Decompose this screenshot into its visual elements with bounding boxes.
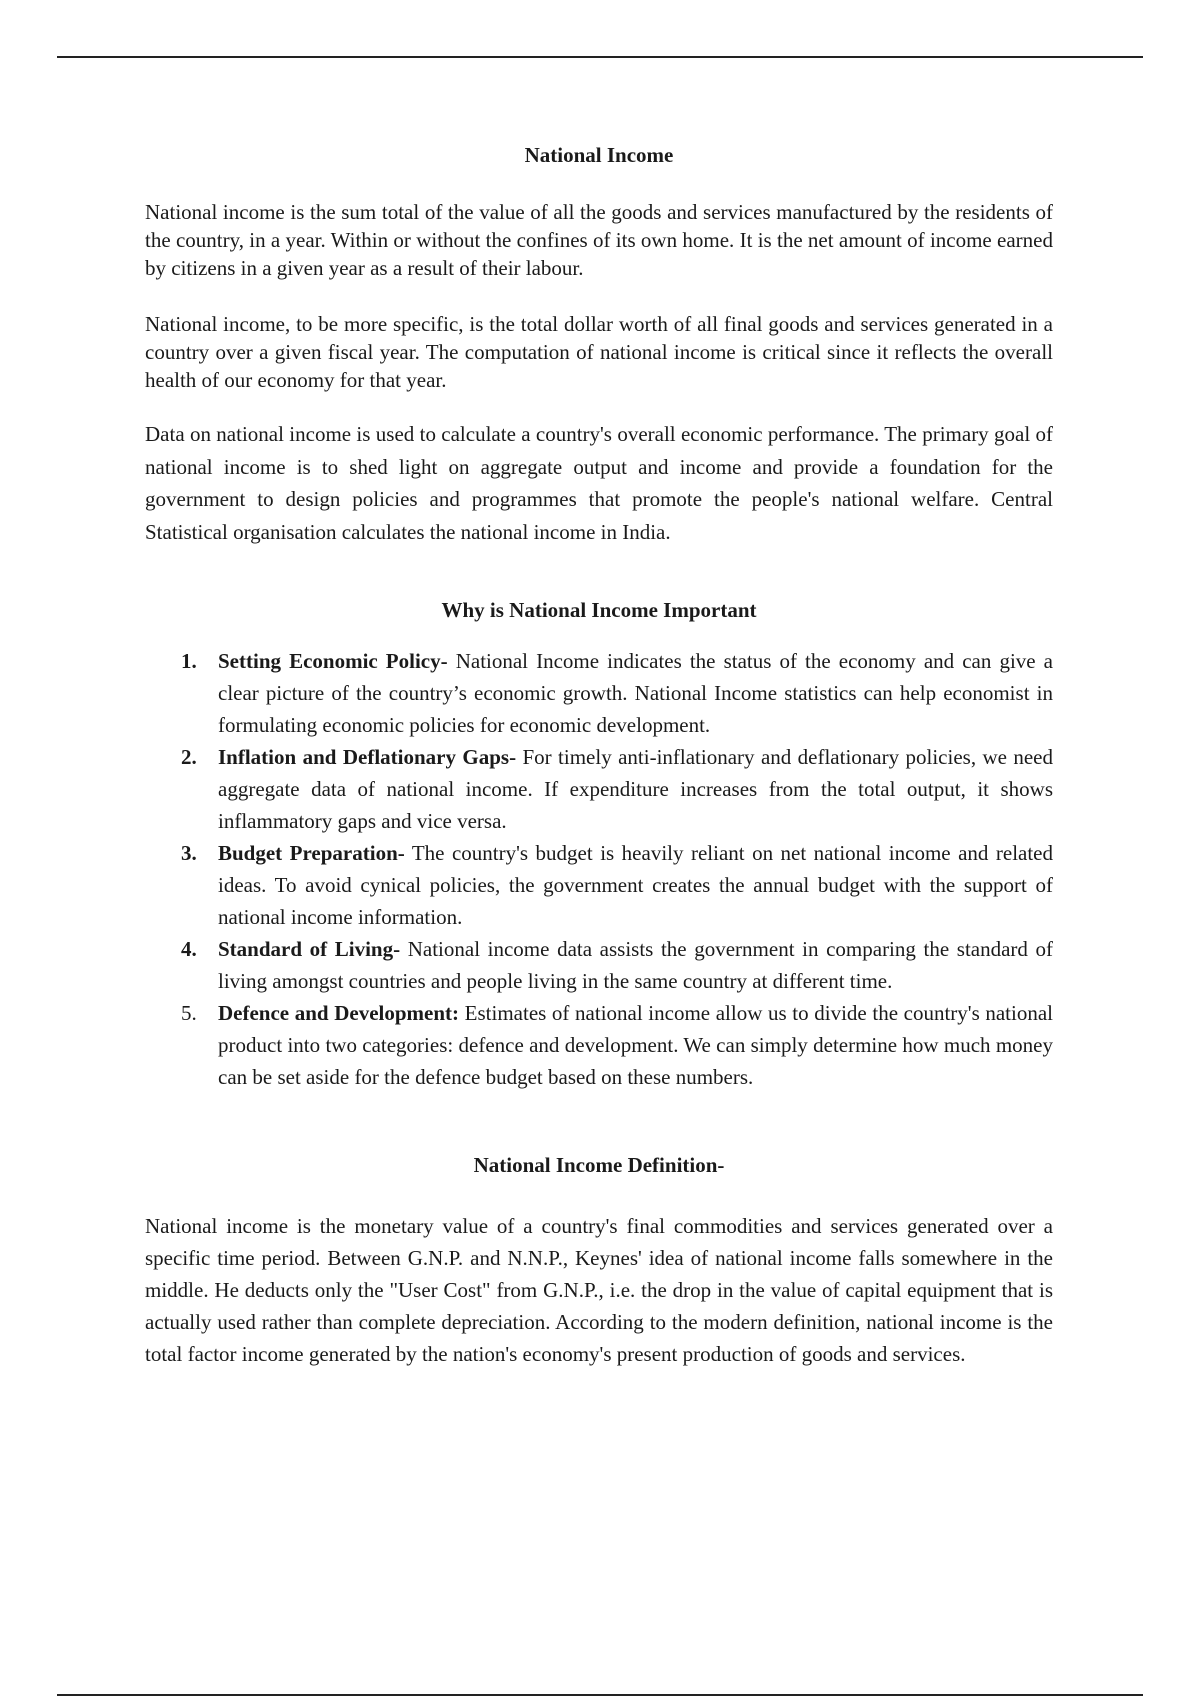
list-item-term: Standard of Living- bbox=[218, 937, 401, 961]
list-item bbox=[145, 837, 1053, 933]
header-rule bbox=[57, 56, 1143, 58]
definition-paragraph: National income is the monetary value of a country's final commodities and services generated over a specific time period. Between G.N.P. and N.N.P., Keynes' idea of national income falls somewhere in the middle. He deducts only the "User Cost" from G.N.P., i.e. the drop in the value of capital equipment that is actually used rather than complete depreciation. According to the modern definition, national income is the total factor income generated by the nation's economy's present production of goods and services. bbox=[145, 1214, 1053, 1366]
list-item bbox=[145, 933, 1053, 997]
list-item bbox=[145, 997, 1053, 1093]
list-item-text: National Income indicates the status of the economy and can give a clear picture of the country’s economic growth. National Income statistics can help economist in formulating economic policies for economic development. bbox=[218, 649, 1053, 737]
list-item-number: 3. bbox=[181, 841, 197, 865]
list-item-term: Defence and Development: bbox=[218, 1001, 460, 1025]
intro-paragraph-3: Data on national income is used to calculate a country's overall economic performance. The primary goal of national income is to shed light on aggregate output and income and provide a foundation for the government to design policies and programmes that promote the people's national welfare. Central Statistical organisation calculates the national income in India. bbox=[145, 422, 1053, 544]
importance-list bbox=[145, 645, 1053, 1093]
list-item-text: Estimates of national income allow us to divide the country's national product into two categories: defence and development. We can simply determine how much money can be set aside for the defence budget based on these numbers. bbox=[218, 1001, 1054, 1089]
intro-paragraph-2: National income, to be more specific, is the total dollar worth of all final goods and services generated in a country over a given fiscal year. The computation of national income is critical since it reflects the overall health of our economy for that year. bbox=[145, 312, 1053, 392]
intro-paragraph-1: National income is the sum total of the value of all the goods and services manufactured by the residents of the country, in a year. Within or without the confines of its own home. It is the net amount of income earned by citizens in a given year as a result of their labour. bbox=[145, 200, 1053, 280]
list-item-term: Budget Preparation- bbox=[218, 841, 405, 865]
list-item bbox=[145, 645, 1053, 741]
list-item-text: For timely anti-inflationary and deflationary policies, we need aggregate data of national income. If expenditure increases from the total output, it shows inflammatory gaps and vice versa. bbox=[218, 745, 1054, 833]
list-item-text: National income data assists the government in comparing the standard of living amongst countries and people living in the same country at different time. bbox=[218, 937, 1054, 993]
list-item-term: Setting Economic Policy- bbox=[218, 649, 448, 673]
list-item-number: 2. bbox=[181, 745, 197, 769]
document-title: National Income bbox=[524, 143, 674, 167]
list-item bbox=[145, 741, 1053, 837]
list-item-text: The country's budget is heavily reliant on net national income and related ideas. To avoid cynical policies, the government creates the annual budget with the support of national income information. bbox=[218, 841, 1054, 929]
list-item-number: 4. bbox=[181, 937, 197, 961]
document-body bbox=[145, 143, 1053, 1370]
list-item-number: 5. bbox=[181, 1001, 197, 1025]
footer-rule bbox=[57, 1694, 1143, 1696]
list-item-term: Inflation and Deflationary Gaps- bbox=[218, 745, 517, 769]
list-item-number: 1. bbox=[181, 649, 197, 673]
importance-heading: Why is National Income Important bbox=[441, 598, 757, 622]
definition-heading: National Income Definition- bbox=[473, 1153, 725, 1177]
